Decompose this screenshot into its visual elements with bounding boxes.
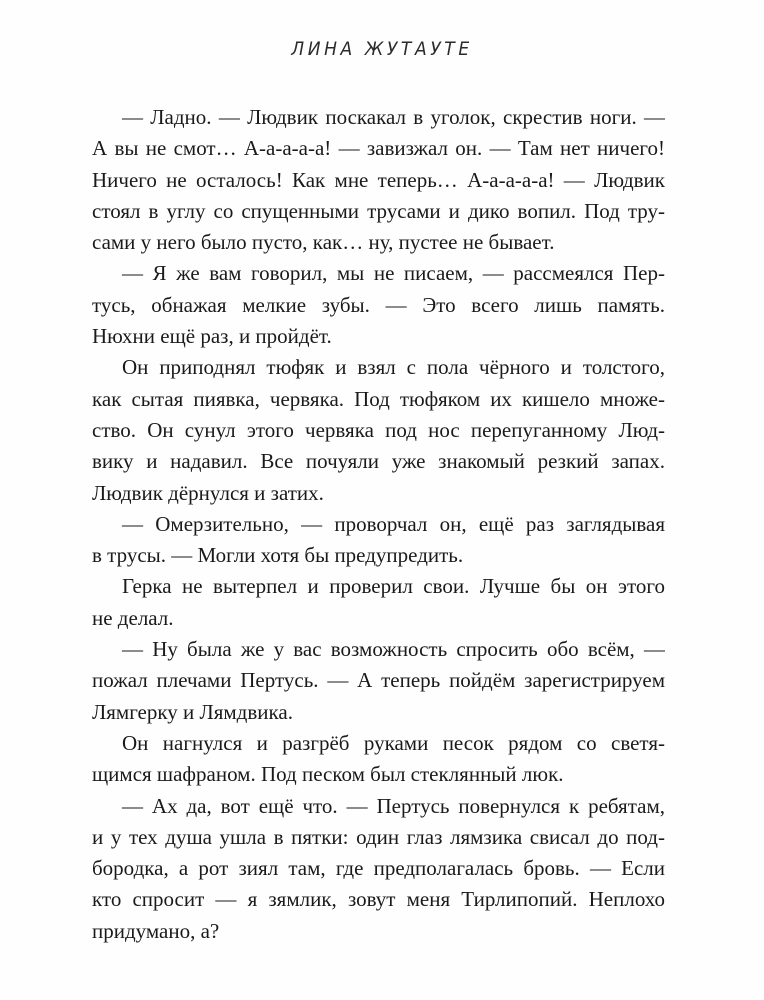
paragraph <box>92 352 665 508</box>
text-line: щимся шафраном. Под песком был стеклянный люк. <box>92 762 564 787</box>
text-line: в трусы. — Могли хотя бы предупредить. <box>92 543 464 568</box>
text-line: придумано, а? <box>92 918 220 943</box>
paragraph <box>92 258 665 352</box>
paragraph <box>92 102 665 258</box>
text-line: стоял в углу со спущенными трусами и дико вопил. Под тру- <box>92 198 665 223</box>
text-line: кто спросит — я зямлик, зовут меня Тирлипопий. Неплохо <box>92 887 665 912</box>
text-line: А вы не смот… А-а-а-а-а! — завизжал он. — Там нет ничего! <box>92 136 665 161</box>
text-line: и у тех душа ушла в пятки: один глаз лямзика свисал до под- <box>92 824 665 849</box>
text-line: — Омерзительно, — проворчал он, ещё раз заглядывая <box>122 511 665 536</box>
text-line: ство. Он сунул этого червяка под нос перепуганному Люд- <box>92 417 665 442</box>
text-line: Герка не вытерпел и проверил свои. Лучше бы он этого <box>122 574 665 599</box>
text-line: — Ладно. — Людвик поскакал в уголок, скрестив ноги. — <box>122 105 665 129</box>
text-line: Людвик дёрнулся и затих. <box>92 480 324 505</box>
text-line: Лямгерку и Лямдвика. <box>92 699 293 724</box>
paragraph <box>92 509 665 572</box>
text-line: Нюхни ещё раз, и пройдёт. <box>92 324 332 349</box>
paragraph <box>92 571 665 634</box>
text-line: Ничего не осталось! Как мне теперь… А-а-а-а-а! — Людвик <box>92 167 665 192</box>
paragraph <box>92 791 665 947</box>
text-line: пожал плечами Пертусь. — А теперь пойдём зарегистрируем <box>92 668 665 693</box>
text-line: — Ах да, вот ещё что. — Пертусь повернулся к ребятам, <box>122 793 665 818</box>
text-line: как сытая пиявка, червяка. Под тюфяком их кишело множе- <box>92 386 665 411</box>
text-line: — Я же вам говорил, мы не писаем, — рассмеялся Пер- <box>122 261 665 286</box>
paragraph <box>92 634 665 728</box>
text-line: бородка, а рот зиял там, где предполагалась бровь. — Если <box>92 856 665 881</box>
text-line: Он нагнулся и разгрёб руками песок рядом со светя- <box>122 730 665 755</box>
text-line: Он приподнял тюфяк и взял с пола чёрного и толстого, <box>122 355 665 380</box>
text-line: сами у него было пусто, как… ну, пустее не бывает. <box>92 230 555 255</box>
paragraph <box>92 728 665 791</box>
body-text <box>92 102 665 947</box>
text-line: — Ну была же у вас возможность спросить обо всём, — <box>122 637 665 662</box>
running-head: ЛИНА ЖУТАУТЕ <box>291 38 473 60</box>
text-line: тусь, обнажая мелкие зубы. — Это всего лишь память. <box>92 292 665 317</box>
text-line: вику и надавил. Все почуяли уже знакомый резкий запах. <box>92 449 665 474</box>
text-line: не делал. <box>92 605 174 630</box>
